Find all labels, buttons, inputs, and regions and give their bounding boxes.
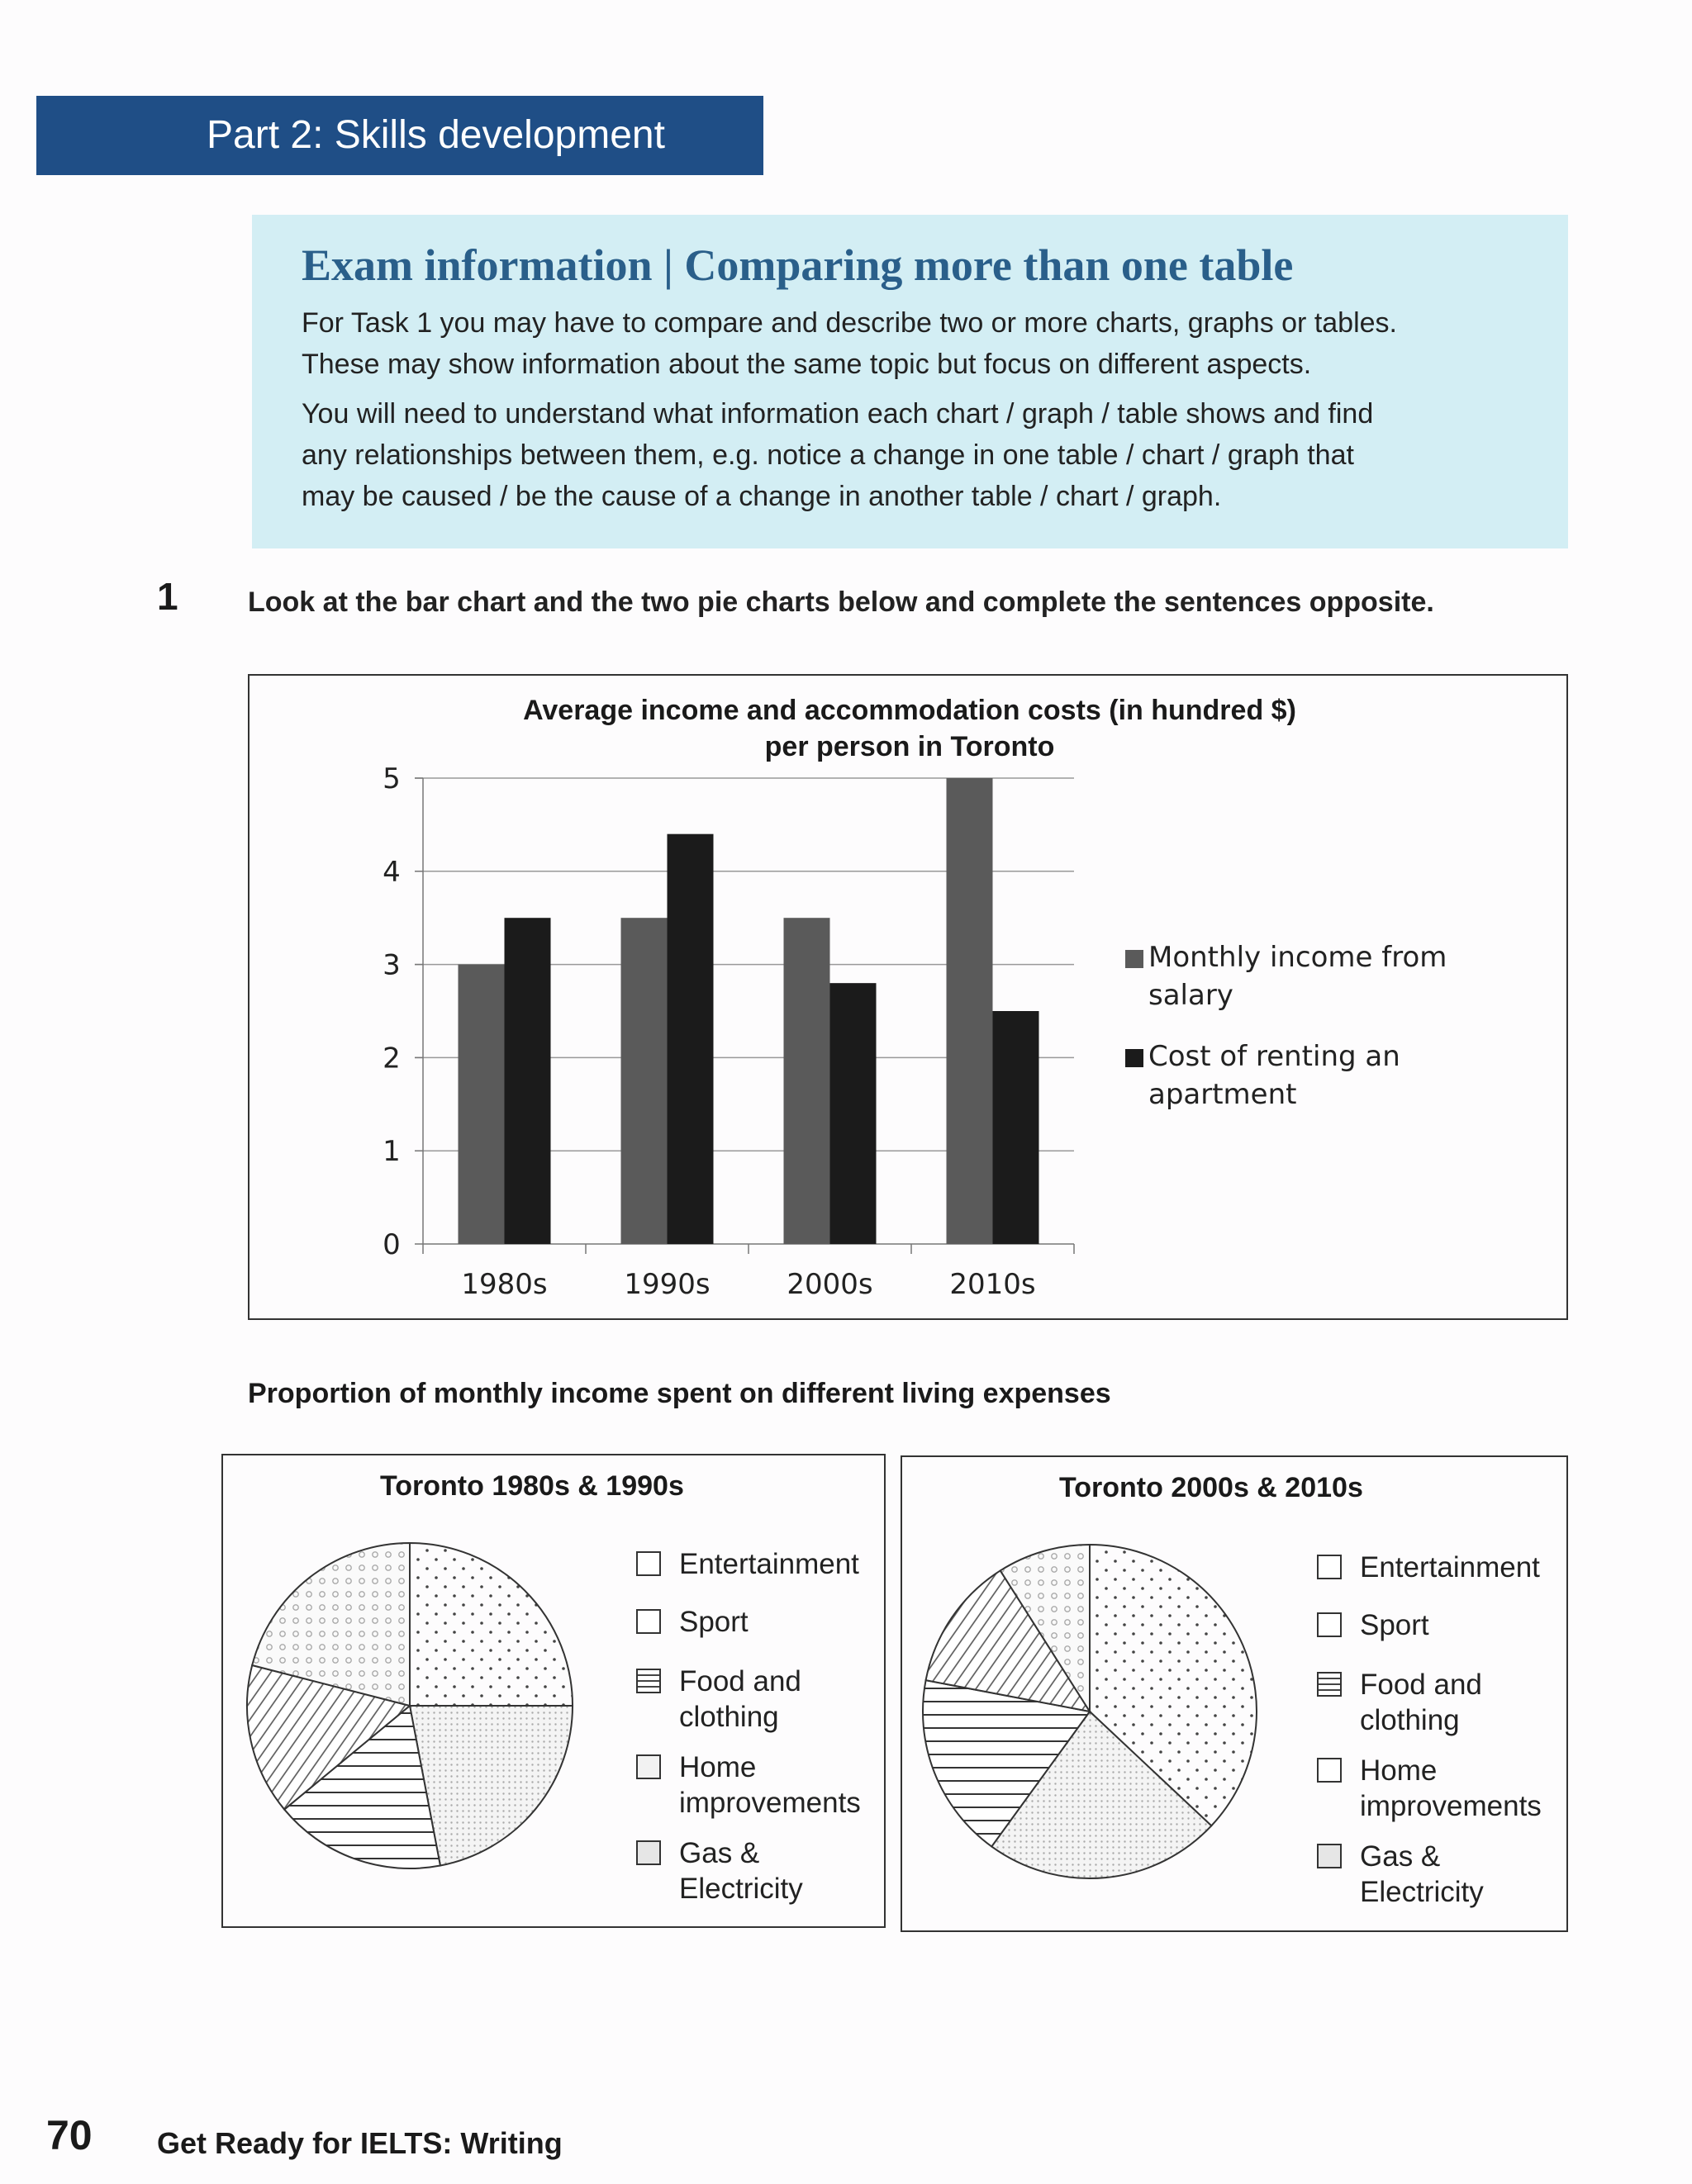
legend-swatch-gas-electricity: [636, 1840, 661, 1865]
exam-info-line: any relationships between them, e.g. notice a change in one table / chart / graph that: [302, 439, 1354, 471]
pie-chart-frame-2000s-2010s: [901, 1455, 1568, 1932]
legend-label-line: Food and: [679, 1665, 801, 1697]
pie-chart-frame-1980s-1990s: [221, 1454, 886, 1928]
exam-info-title: Exam information | Comparing more than one table: [302, 240, 1294, 290]
bar-rent-1990s: [668, 834, 714, 1244]
legend-label-line: Gas &: [1360, 1840, 1441, 1873]
exam-info-paragraph-2: [302, 393, 1519, 517]
bar-rent-2000s: [830, 983, 877, 1244]
book-title: Get Ready for IELTS: Writing: [157, 2126, 563, 2160]
legend-label: Sport: [1360, 1609, 1429, 1641]
exam-info-line: For Task 1 you may have to compare and describe two or more charts, graphs or tables.: [302, 307, 1397, 339]
legend-label: [679, 1750, 877, 1821]
pie-chart-title: Toronto 1980s & 1990s: [380, 1470, 684, 1502]
legend-label-line: clothing: [679, 1701, 779, 1733]
section-header: [36, 96, 763, 175]
legend-label: [1360, 1839, 1558, 1910]
bar-chart-frame: [248, 674, 1568, 1320]
y-tick-label: 2: [383, 1042, 401, 1075]
bar-income-2010s: [947, 778, 993, 1244]
legend-swatch-home-improvements: [636, 1754, 661, 1779]
legend-swatch-entertainment: [1317, 1555, 1342, 1579]
legend-label-line: Gas &: [679, 1837, 760, 1869]
section-title: Part 2: Skills development: [207, 113, 665, 157]
legend-label: [679, 1664, 877, 1735]
pie-slice-entertainment: [410, 1543, 573, 1706]
question-number: 1: [157, 575, 178, 618]
legend-label: salary: [1148, 979, 1233, 1012]
legend-label-line: Home: [1360, 1754, 1438, 1787]
legend-label-line: improvements: [679, 1787, 861, 1819]
legend-label: [1360, 1667, 1558, 1738]
legend-label: Entertainment: [1360, 1551, 1540, 1583]
exam-info-line: These may show information about the same topic but focus on different aspects.: [302, 349, 1312, 380]
legend-label-line: clothing: [1360, 1704, 1460, 1736]
bar-income-1980s: [459, 965, 505, 1244]
legend-swatch-sport: [636, 1609, 661, 1634]
legend-swatch-gas-electricity: [1317, 1844, 1342, 1868]
x-tick-label: 2010s: [949, 1268, 1036, 1301]
legend-swatch-entertainment: [636, 1551, 661, 1576]
legend-label: Entertainment: [679, 1548, 859, 1580]
y-tick-label: 5: [383, 762, 401, 795]
pie-section-heading: Proportion of monthly income spent on different living expenses: [248, 1378, 1111, 1409]
legend-label: apartment: [1148, 1078, 1297, 1111]
legend-swatch-income: [1125, 950, 1143, 968]
x-tick-label: 1980s: [461, 1268, 548, 1301]
exam-info-paragraph-1: [302, 302, 1519, 385]
page-number: 70: [46, 2112, 93, 2158]
legend-label-line: Electricity: [1360, 1876, 1484, 1908]
legend-swatch-food-and-clothing: [636, 1669, 661, 1693]
legend-label-line: Home: [679, 1751, 757, 1783]
legend-label: Monthly income from: [1148, 941, 1447, 974]
legend-label: [1360, 1753, 1558, 1824]
pie-chart-title: Toronto 2000s & 2010s: [1059, 1472, 1363, 1503]
bar-rent-2010s: [993, 1011, 1039, 1244]
x-tick-label: 2000s: [787, 1268, 873, 1301]
legend-swatch-rent: [1125, 1049, 1143, 1067]
legend-label: Sport: [679, 1606, 749, 1638]
bar-rent-1980s: [505, 918, 551, 1244]
bar-chart: [250, 676, 1566, 1318]
legend-label-line: Food and: [1360, 1669, 1482, 1701]
y-tick-label: 0: [383, 1228, 401, 1261]
legend-swatch-home-improvements: [1317, 1758, 1342, 1783]
x-tick-label: 1990s: [624, 1268, 711, 1301]
bar-chart-title-line-2: per person in Toronto: [764, 731, 1055, 762]
legend-swatch-sport: [1317, 1612, 1342, 1637]
y-tick-label: 4: [383, 855, 401, 889]
y-tick-label: 1: [383, 1135, 401, 1169]
legend-label-line: Electricity: [679, 1873, 803, 1905]
exam-info-line: may be caused / be the cause of a change in another table / chart / graph.: [302, 481, 1222, 512]
legend-label: [679, 1835, 877, 1906]
bar-chart-title-line-1: Average income and accommodation costs (in hundred $): [523, 695, 1296, 726]
exam-info-line: You will need to understand what information each chart / graph / table shows and find: [302, 398, 1374, 430]
exam-information-box: [252, 215, 1568, 548]
bar-income-1990s: [621, 918, 668, 1244]
legend-swatch-food-and-clothing: [1317, 1672, 1342, 1697]
legend-label-line: improvements: [1360, 1790, 1542, 1822]
legend-label: Cost of renting an: [1148, 1040, 1400, 1073]
bar-income-2000s: [784, 918, 830, 1244]
question-text: Look at the bar chart and the two pie charts below and complete the sentences opposite.: [248, 586, 1434, 618]
y-tick-label: 3: [383, 948, 401, 982]
